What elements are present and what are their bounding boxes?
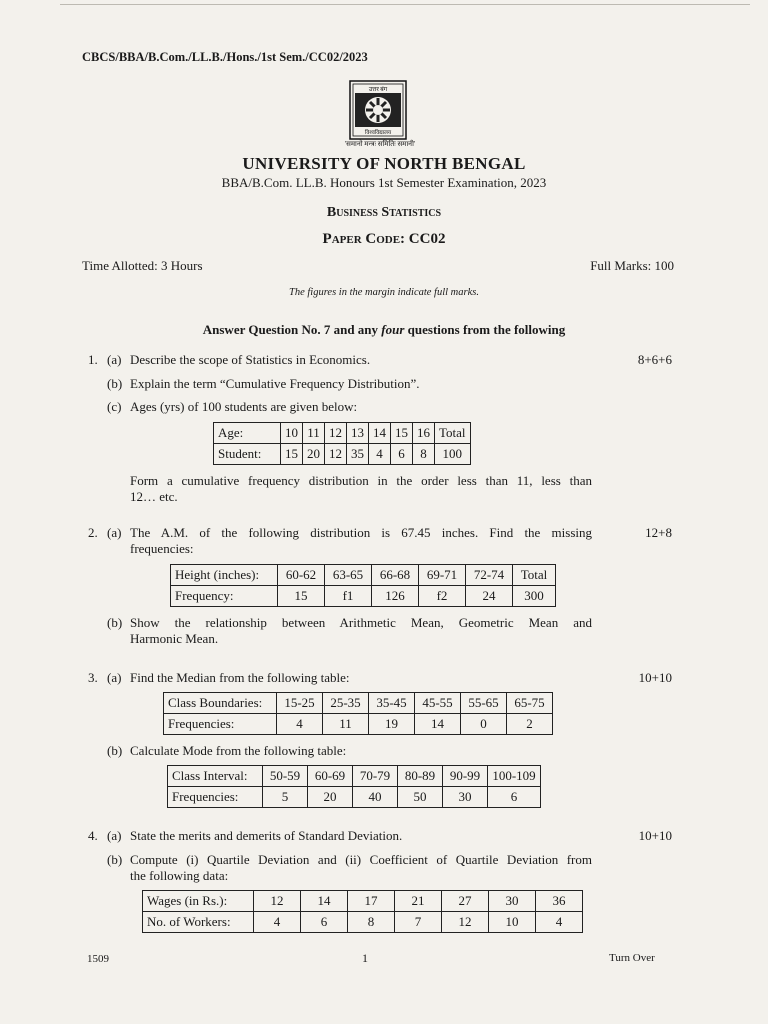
q3-number: 3. <box>88 670 98 685</box>
q2-b-label: (b) <box>107 615 123 630</box>
svg-text:उत्तर बंग: उत्तर बंग <box>368 87 388 93</box>
subject-title: Business Statistics <box>326 205 442 220</box>
q2-height-table <box>170 564 556 607</box>
q2-a-text-line1: The A.M. of the following distribution is 67.45 inches. Find the missing <box>130 525 592 540</box>
table-row: Frequencies: 5 20 40 50 30 6 <box>168 787 541 808</box>
q4-a-text: State the merits and demerits of Standard Deviation. <box>130 828 403 843</box>
footer-serial: 1509 <box>87 953 109 965</box>
table-row: Height (inches): 60-62 63-65 66-68 69-71 72-74 Total <box>171 565 556 586</box>
q1-age-table <box>213 422 471 465</box>
q3-mode-table <box>167 765 541 808</box>
q2-number: 2. <box>88 525 98 540</box>
table-row: Age: 10 11 12 13 14 15 16 Total <box>214 423 471 444</box>
paper-code-header: CBCS/BBA/B.Com./LL.B./Hons./1st Sem./CC02/2023 <box>82 50 368 64</box>
table-row: Class Boundaries: 15-25 25-35 35-45 45-55 55-65 65-75 <box>164 693 553 714</box>
university-name: UNIVERSITY OF NORTH BENGAL <box>242 154 526 173</box>
q2-b-text-line2: Harmonic Mean. <box>130 631 219 646</box>
university-seal-icon <box>346 80 410 140</box>
q1-marks: 8+6+6 <box>637 352 672 367</box>
q1-a-text: Describe the scope of Statistics in Economics. <box>130 352 371 367</box>
q3-b-label: (b) <box>107 743 123 758</box>
q3-a-text: Find the Median from the following table: <box>130 670 350 685</box>
footer-turn-over: Turn Over <box>609 952 655 964</box>
scan-edge-line <box>60 4 750 5</box>
q1-b-label: (b) <box>107 376 123 391</box>
q4-b-text-line2: the following data: <box>130 868 229 883</box>
q3-marks: 10+10 <box>638 670 672 685</box>
q3-median-table <box>163 692 553 735</box>
q4-number: 4. <box>88 828 98 843</box>
q1-a-label: (a) <box>107 352 122 367</box>
q4-b-text-line1: Compute (i) Quartile Deviation and (ii) Coefficient of Quartile Deviation from <box>130 852 592 867</box>
q4-marks: 10+10 <box>638 828 672 843</box>
q2-a-text-line2: frequencies: <box>130 541 194 556</box>
footer-page-number: 1 <box>362 951 368 965</box>
q1-c-text: Ages (yrs) of 100 students are given below: <box>130 399 358 414</box>
time-allotted: Time Allotted: 3 Hours <box>82 258 203 273</box>
table-row: Student: 15 20 12 35 4 6 8 100 <box>214 444 471 465</box>
q4-a-label: (a) <box>107 828 122 843</box>
svg-text:विश्वविद्यालय: विश्वविद्यालय <box>364 130 392 136</box>
paper-code-title: Paper Code: CC02 <box>322 231 446 247</box>
q2-b-text-line1: Show the relationship between Arithmetic Mean, Geometric Mean and <box>130 615 592 630</box>
full-marks: Full Marks: 100 <box>590 258 674 273</box>
instruction: Answer Question No. 7 and any four questions from the following <box>202 322 566 337</box>
exam-title: BBA/B.Com. LL.B. Honours 1st Semester Examination, 2023 <box>221 175 547 190</box>
q1-c-instruction-line1: Form a cumulative frequency distribution in the order less than 11, less than <box>130 473 592 488</box>
university-motto: 'समानो मन्त्रः समितिः समानी' <box>344 140 416 148</box>
table-row: Class Interval: 50-59 60-69 70-79 80-89 90-99 100-109 <box>168 766 541 787</box>
table-row: No. of Workers: 4 6 8 7 12 10 4 <box>143 912 583 933</box>
q1-c-label: (c) <box>107 399 122 414</box>
q1-number: 1. <box>88 352 98 367</box>
q3-b-text: Calculate Mode from the following table: <box>130 743 347 758</box>
q1-c-instruction-line2: 12… etc. <box>130 489 178 504</box>
q3-a-label: (a) <box>107 670 122 685</box>
q4-wages-table <box>142 890 583 933</box>
table-row: Frequency: 15 f1 126 f2 24 300 <box>171 586 556 607</box>
q2-marks: 12+8 <box>645 525 672 540</box>
q4-b-label: (b) <box>107 852 123 867</box>
q2-a-label: (a) <box>107 525 122 540</box>
q1-b-text: Explain the term “Cumulative Frequency Distribution”. <box>130 376 420 391</box>
table-row: Wages (in Rs.): 12 14 17 21 27 30 36 <box>143 891 583 912</box>
table-row: Frequencies: 4 11 19 14 0 2 <box>164 714 553 735</box>
margin-note: The figures in the margin indicate full marks. <box>289 287 479 298</box>
